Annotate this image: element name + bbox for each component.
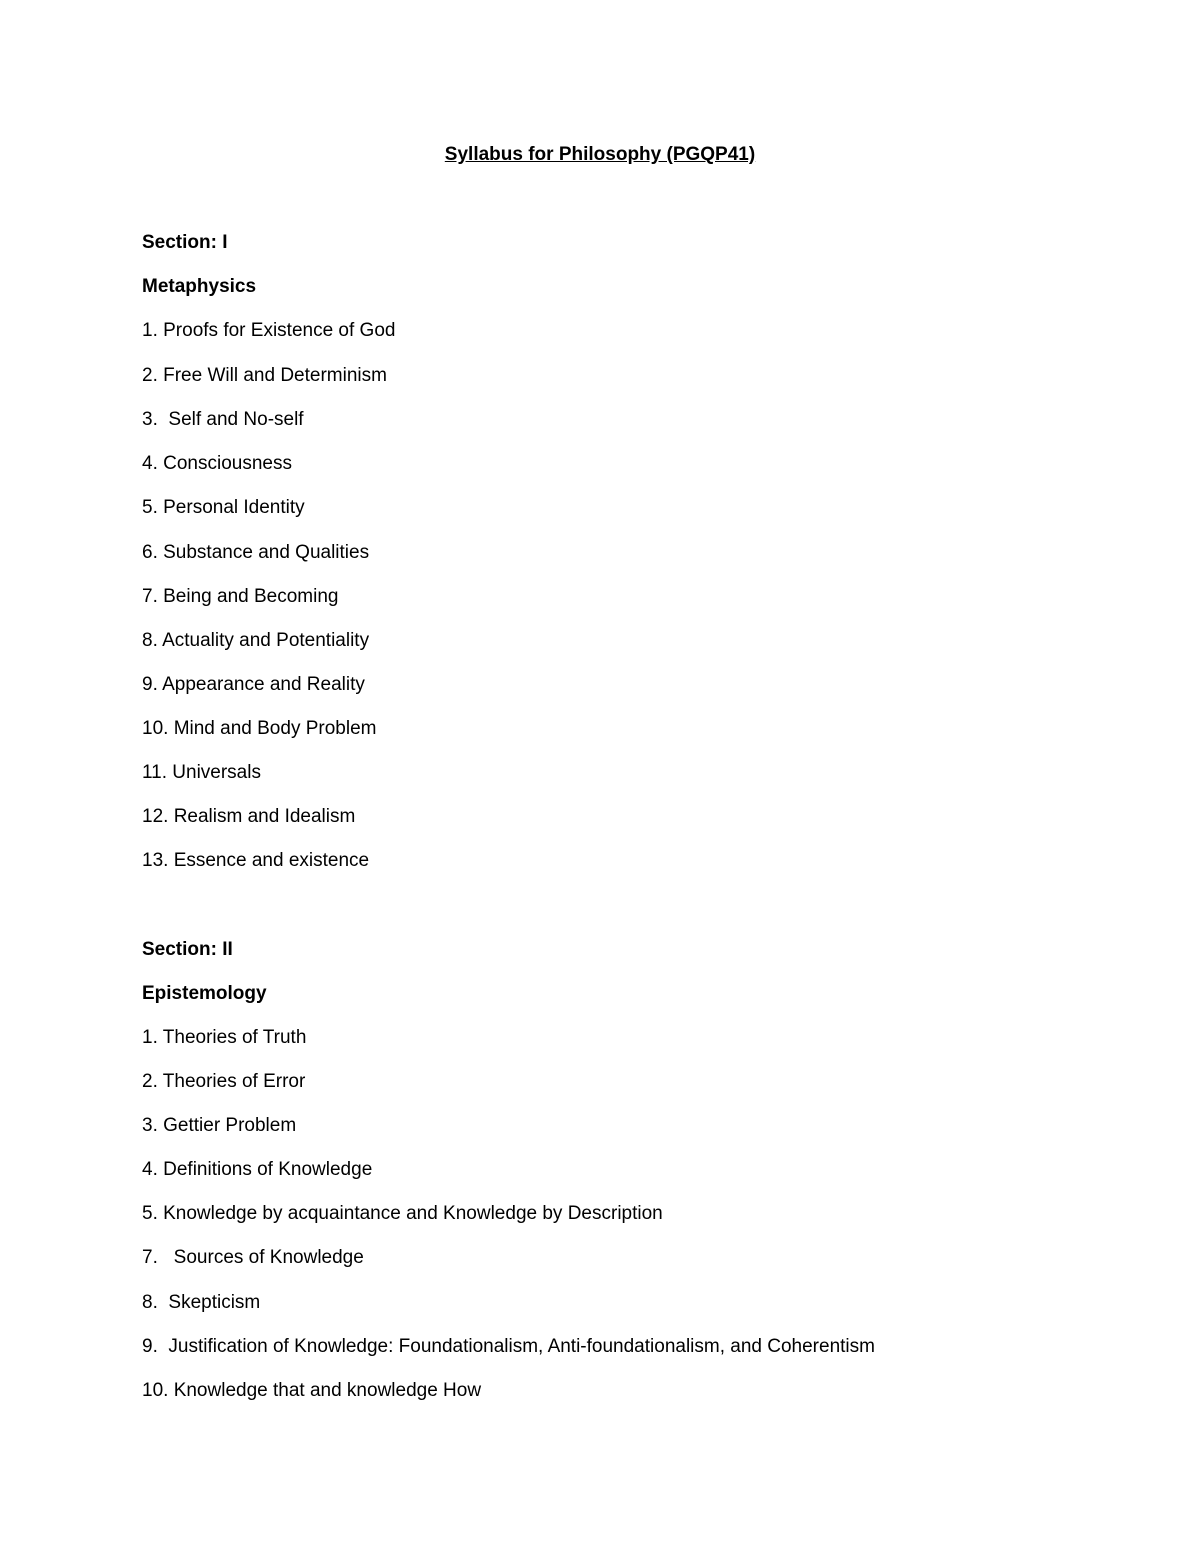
list-item: 12. Realism and Idealism <box>142 806 356 827</box>
list-item: 3. Self and No-self <box>142 409 304 430</box>
list-item: 3. Gettier Problem <box>142 1115 297 1136</box>
list-item: 13. Essence and existence <box>142 850 370 871</box>
section-1-label: Section: I <box>142 232 228 253</box>
list-item: 10. Knowledge that and knowledge How <box>142 1380 482 1401</box>
list-item: 1. Theories of Truth <box>142 1027 307 1048</box>
list-item: 11. Universals <box>142 762 261 783</box>
list-item: 4. Consciousness <box>142 453 292 474</box>
list-item: 5. Knowledge by acquaintance and Knowledge by Description <box>142 1203 663 1224</box>
list-item: 5. Personal Identity <box>142 497 305 518</box>
list-item: 9. Appearance and Reality <box>142 674 365 695</box>
section-2-label: Section: II <box>142 939 233 960</box>
list-item: 7. Being and Becoming <box>142 586 339 607</box>
list-item: 8. Skepticism <box>142 1292 261 1313</box>
section-1-heading: Metaphysics <box>142 276 257 297</box>
document-title: Syllabus for Philosophy (PGQP41) <box>444 144 756 165</box>
list-item: 9. Justification of Knowledge: Foundationalism, Anti-foundationalism, and Coherentism <box>142 1336 875 1357</box>
section-2-heading: Epistemology <box>142 983 267 1004</box>
list-item: 4. Definitions of Knowledge <box>142 1159 373 1180</box>
list-item: 2. Free Will and Determinism <box>142 365 387 386</box>
list-item: 7. Sources of Knowledge <box>142 1247 364 1268</box>
list-item: 10. Mind and Body Problem <box>142 718 377 739</box>
list-item: 2. Theories of Error <box>142 1071 306 1092</box>
list-item: 1. Proofs for Existence of God <box>142 320 396 341</box>
list-item: 6. Substance and Qualities <box>142 542 370 563</box>
list-item: 8. Actuality and Potentiality <box>142 630 370 651</box>
